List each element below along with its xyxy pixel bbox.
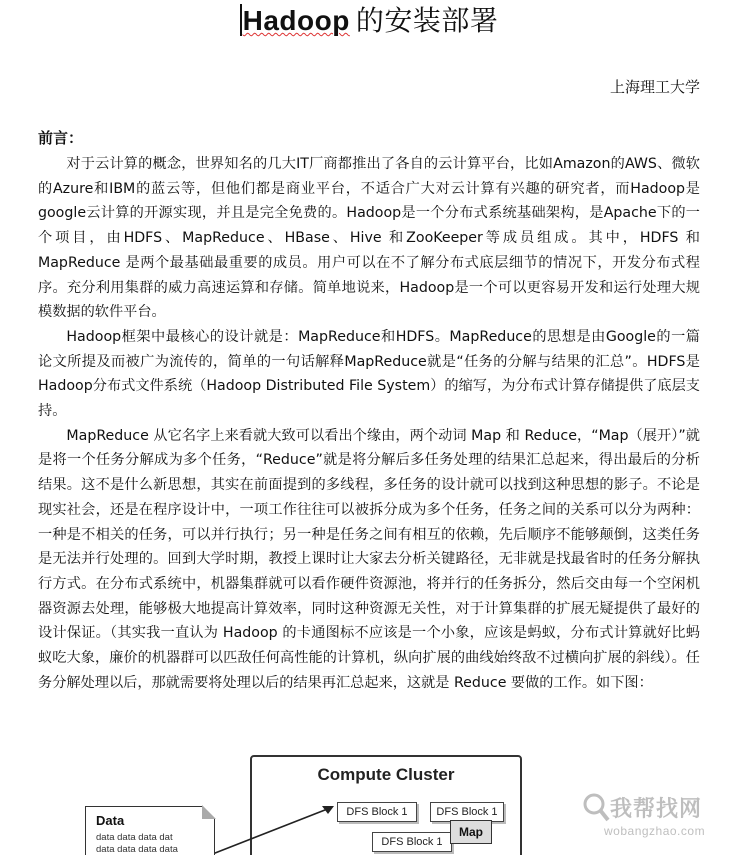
preface-heading: 前言： xyxy=(38,129,84,147)
data-line-2: data data data data xyxy=(96,844,178,855)
data-document-icon xyxy=(85,806,215,855)
dfs-block-2: DFS Block 1 xyxy=(430,802,504,822)
paragraph-1: 对于云计算的概念，世界知名的几大IT厂商都推出了各自的云计算平台，比如Amazon的AWS、微软的Azure和IBM的蓝云等，但他们都是商业平台，不适合广大对云计算有兴趣的研究者，而Hadoop是google云计算的开源实现，并且是完全免费的。Hadoop是一个分布式系统基础架构，是Apache下的一个项目，由HDFS、MapReduce、HBase、Hive 和ZooKeeper等成员组成。其中，HDFS 和MapReduce 是两个最基础最重要的成员。用户可以在不了解分布式底层细节的情况下，开发分布式程序。充分利用集群的威力高速运算和存储。简单地说来，Hadoop是一个可以更容易开发和运行处理大规模数据的软件平台。 xyxy=(38,156,700,321)
map-box: Map xyxy=(450,820,492,844)
document-title xyxy=(0,2,738,40)
magnifier-icon xyxy=(582,792,610,824)
data-line-1: data data data dat xyxy=(96,832,173,843)
dfs-block-3: DFS Block 1 xyxy=(372,832,452,852)
title-chinese: 的安装部署 xyxy=(355,4,499,37)
watermark xyxy=(582,790,732,850)
text-cursor xyxy=(240,4,242,36)
page-fold xyxy=(202,805,216,819)
affiliation: 上海理工大学 xyxy=(609,78,700,96)
data-label: Data xyxy=(96,813,125,828)
dfs-block-1: DFS Block 1 xyxy=(337,802,417,822)
compute-cluster-diagram xyxy=(250,755,522,855)
paragraph-2: Hadoop框架中最核心的设计就是：MapReduce和HDFS。MapReduce的思想是由Google的一篇论文所提及而被广为流传的，简单的一句话解释MapReduce就是“任务的分解与结果的汇总”。HDFS是Hadoop分布式文件系统（Hadoop Distributed File System）的缩写，为分布式计算存储提供了底层支持。 xyxy=(38,328,700,420)
paragraph-3: MapReduce 从它名字上来看就大致可以看出个缘由，两个动词 Map 和 Reduce，“Map（展开）”就是将一个任务分解成为多个任务，“Reduce”就是将分解后多任务处理的结果汇总起来，得出最后的分析结果。这不是什么新思想，其实在前面提到的多线程，多任务的设计就可以找到这种思想的影子。不论是现实社会，还是在程序设计中，一项工作往往可以被拆分成为多个任务，任务之间的关系可以分为两种：一种是不相关的任务，可以并行执行；另一种是任务之间有相互的依赖，先后顺序不能够颠倒，这类任务是无法并行处理的。回到大学时期，教授上课时让大家去分析关键路径，无非就是找最省时的任务分解执行方式。在分布式系统中，机器集群就可以看作硬件资源池，将并行的任务拆分，然后交由每一个空闲机器资源去处理，能够极大地提高计算效率，同时这种资源无关性，对于计算集群的扩展无疑提供了最好的设计保证。（其实我一直认为 Hadoop 的卡通图标不应该是一个小象，应该是蚂蚁，分布式计算就好比蚂蚁吃大象，廉价的机器群可以匹敌任何高性能的计算机，纵向扩展的曲线始终敌不过横向扩展的斜线）。任务分解处理以后，那就需要将处理以后的结果再汇总起来，这就是 Reduce 要做的工作。如下图： xyxy=(38,427,700,691)
watermark-text-url: wobangzhao.com xyxy=(604,824,706,838)
cluster-title: Compute Cluster xyxy=(317,765,455,784)
watermark-text-cn: 我帮找网 xyxy=(610,797,703,822)
title-english: Hadoop xyxy=(242,5,350,36)
body-text xyxy=(38,152,700,695)
